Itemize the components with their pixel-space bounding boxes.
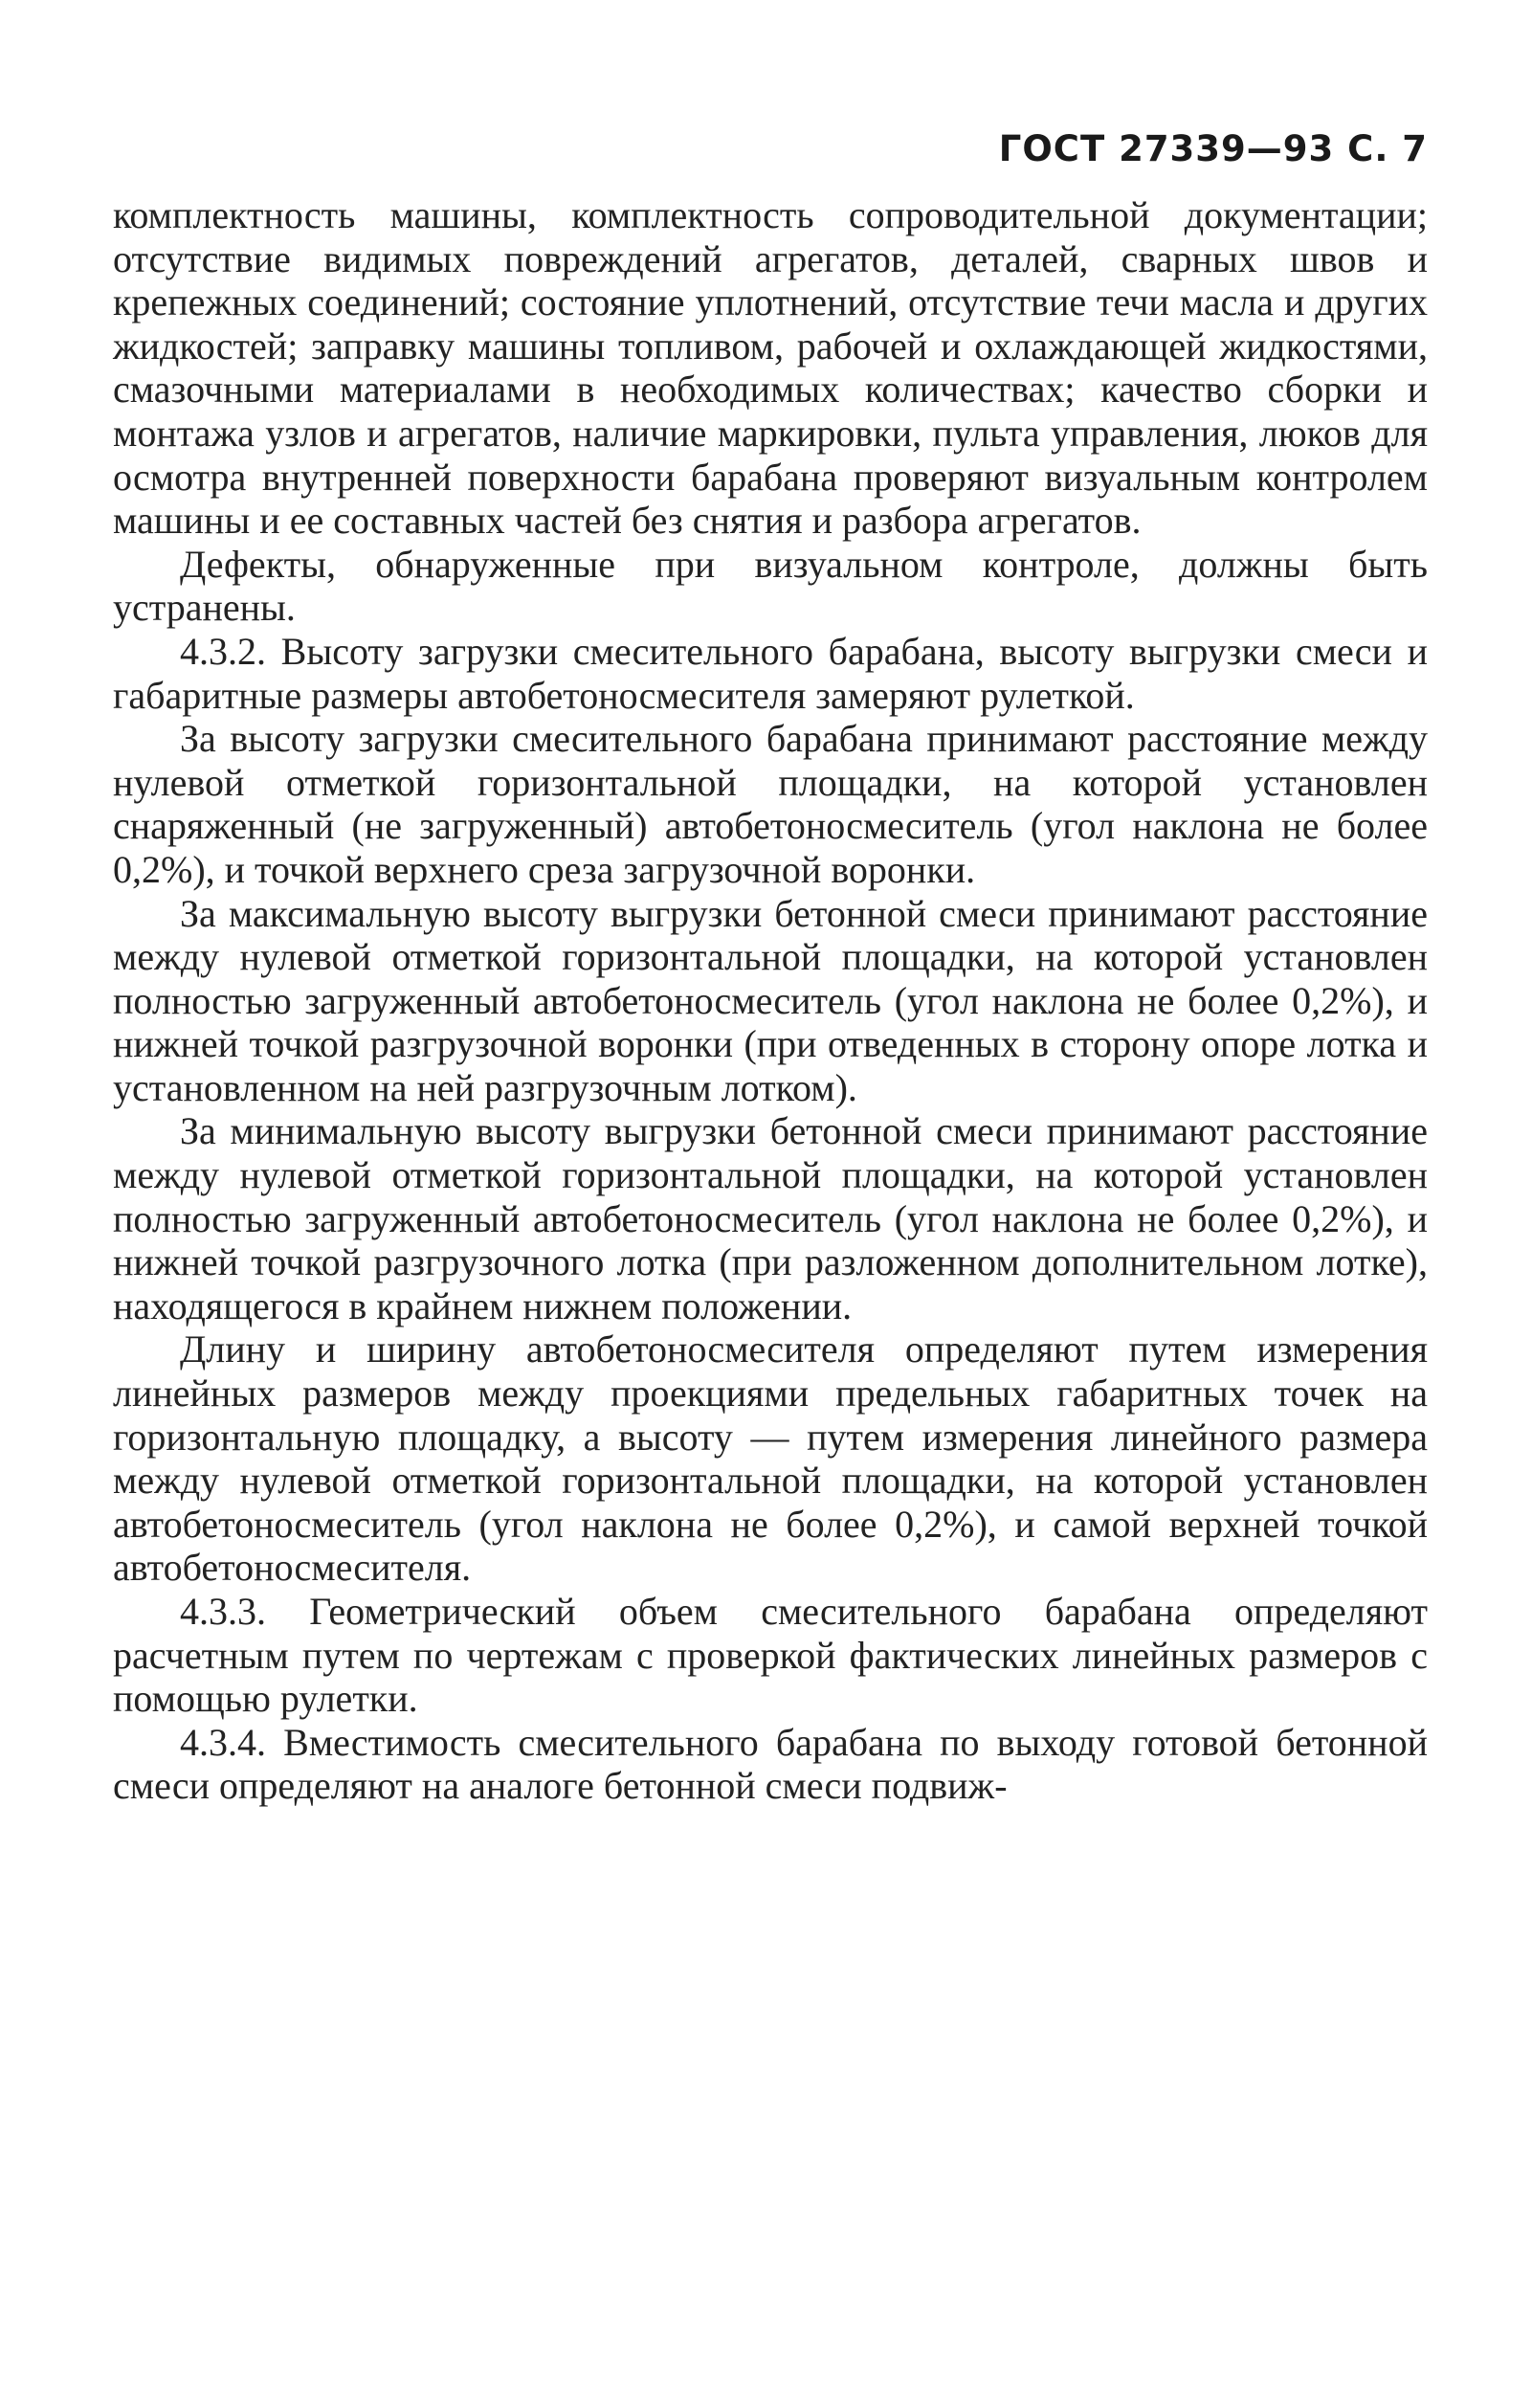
running-header: ГОСТ 27339—93 С. 7 (998, 128, 1428, 169)
paragraph-4-3-3: 4.3.3. Геометрический объем смесительного барабана определяют расчетным путем по чертежам с проверкой фактических линейных размеров с помощью рулетки. (113, 1590, 1428, 1721)
paragraph-4-3-2: 4.3.2. Высоту загрузки смесительного барабана, высоту выгрузки смеси и габаритные размеры автобетоносмесителя замеряют рулеткой. (113, 629, 1428, 717)
body-text (113, 193, 1428, 1808)
paragraph-length-width: Длину и ширину автобетоносмесителя определяют путем измерения линейных размеров между проекциями предельных габаритных точек на горизонтальную площадку, а высоту — путем измерения линейного размера между нулевой отметкой горизонтальной площадки, на которой установлен автобетоносмеситель (угол наклона не более 0,2%), и самой верхней точкой автобетоносмесителя. (113, 1327, 1428, 1590)
document-page (113, 0, 1428, 2408)
paragraph-loading-height: За высоту загрузки смесительного барабана принимают расстояние между нулевой отметкой горизонтальной площадки, на которой установлен снаряженный (не загруженный) автобетоносмеситель (угол наклона не более 0,2%), и точкой верхнего среза загрузочной воронки. (113, 717, 1428, 891)
paragraph-min-unloading-height: За минимальную высоту выгрузки бетонной смеси принимают расстояние между нулевой отметкой горизонтальной площадки, на которой установлен полностью загруженный автобетоносмеситель (угол наклона не более 0,2%), и нижней точкой разгрузочного лотка (при разложенном дополнительном лотке), находящегося в крайнем нижнем положении. (113, 1109, 1428, 1327)
paragraph-max-unloading-height: За максимальную высоту выгрузки бетонной смеси принимают расстояние между нулевой отметкой горизонтальной площадки, на которой установлен полностью загруженный автобетоносмеситель (угол наклона не более 0,2%), и нижней точкой разгрузочной воронки (при отведенных в сторону опоре лотка и установленном на ней разгрузочным лотком). (113, 891, 1428, 1109)
paragraph-defects: Дефекты, обнаруженные при визуальном контроле, должны быть устранены. (113, 542, 1428, 630)
paragraph-continuation: комплектность машины, комплектность сопроводительной документации; отсутствие видимых повреждений агрегатов, деталей, сварных швов и крепежных соединений; состояние уплотнений, отсутствие течи масла и других жидкостей; заправку машины топливом, рабочей и охлаждающей жидкостями, смазочными материалами в необходимых количествах; качество сборки и монтажа узлов и агрегатов, наличие маркировки, пульта управления, люков для осмотра внутренней поверхности барабана проверяют визуальным контролем машины и ее составных частей без снятия и разбора агрегатов. (113, 193, 1428, 543)
paragraph-4-3-4: 4.3.4. Вместимость смесительного барабана по выходу готовой бетонной смеси определяют на аналоге бетонной смеси подвиж- (113, 1720, 1428, 1808)
